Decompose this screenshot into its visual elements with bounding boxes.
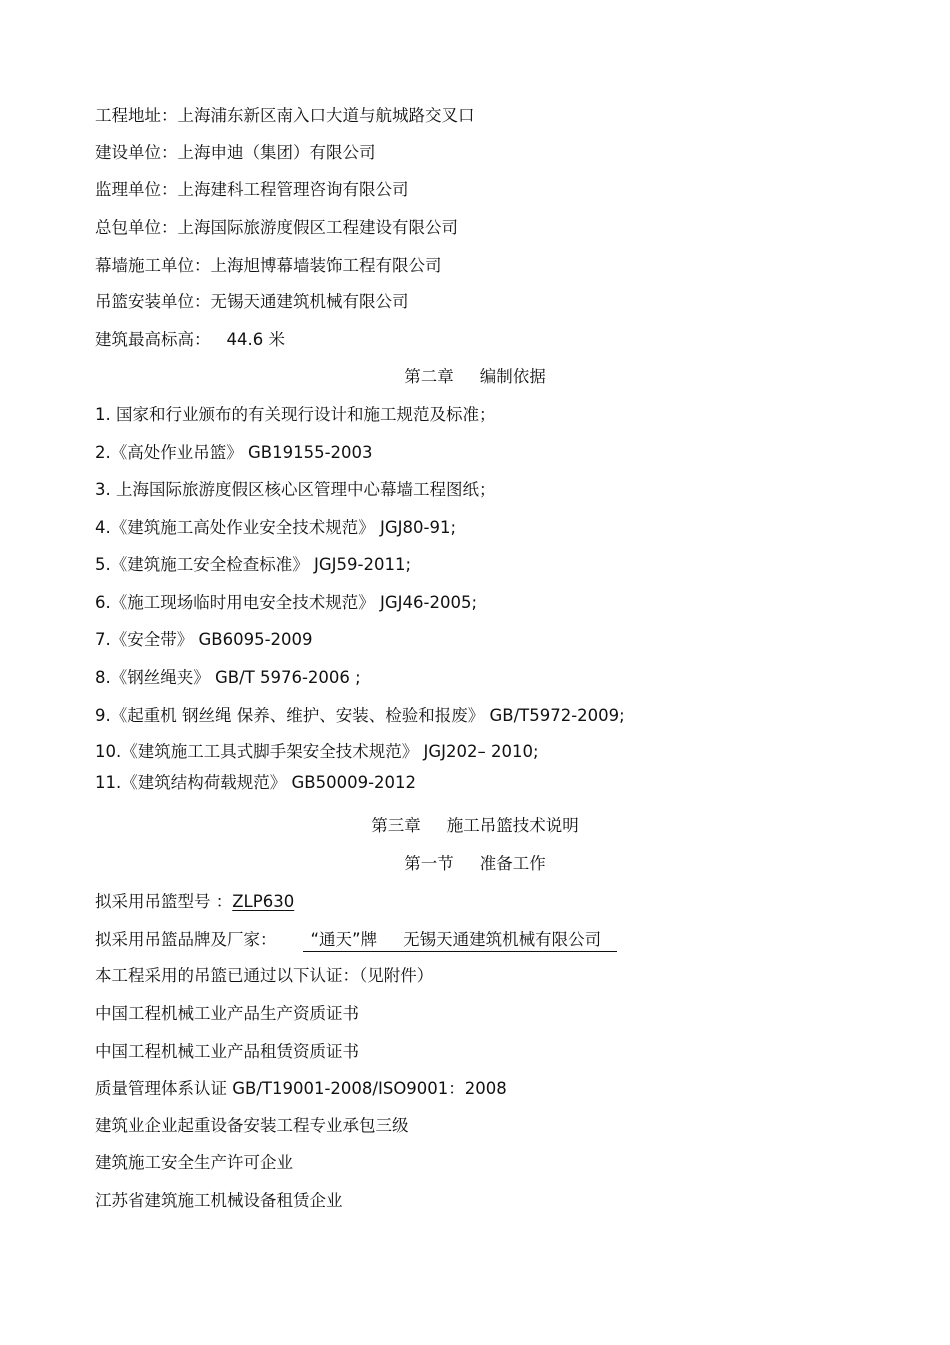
model-label: 拟采用吊篮型号 ： — [95, 892, 233, 911]
cert-item: 中国工程机械工业产品生产资质证书 — [95, 1004, 359, 1023]
field-value: 上海国际旅游度假区工程建设有限公司 — [177, 218, 458, 237]
basis-item: 2.《高处作业吊篮》 GB19155-2003 — [95, 443, 373, 462]
brand-underline-block — [303, 929, 618, 952]
basis-item: 6.《施工现场临时用电安全技术规范》 JGJ46-2005; — [95, 593, 478, 612]
chapter-2-heading — [0, 365, 950, 389]
basis-item: 11.《建筑结构荷载规范》 GB50009-2012 — [95, 773, 417, 792]
basis-item: 8.《钢丝绳夹》 GB/T 5976-2006 ; — [95, 668, 361, 687]
field-value: 上海申迪（集团）有限公司 — [177, 143, 376, 162]
cert-item: 中国工程机械工业产品租赁资质证书 — [95, 1042, 359, 1061]
chapter-number: 第二章 — [404, 367, 454, 386]
cert-item: 建筑施工安全生产许可企业 — [95, 1153, 293, 1172]
field-value: 44.6 米 — [226, 330, 285, 349]
cert-item: 质量管理体系认证 GB∕T19001-2008/ISO9001：2008 — [95, 1079, 507, 1098]
basis-item: 9.《起重机 钢丝绳 保养、维护、安装、检验和报废》 GB/T5972-2009; — [95, 706, 625, 725]
max-elevation-line — [95, 328, 285, 352]
basis-item: 1. 国家和行业颁布的有关现行设计和施工规范及标准； — [95, 405, 496, 424]
field-label: 总包单位： — [95, 218, 178, 237]
field-label: 建筑最高标高： — [95, 330, 211, 349]
certs-intro: 本工程采用的吊篮已通过以下认证：（见附件） — [95, 966, 434, 985]
installer-line — [95, 290, 409, 314]
field-label: 监理单位： — [95, 180, 178, 199]
chapter-title: 施工吊篮技术说明 — [446, 816, 579, 835]
cert-item: 建筑业企业起重设备安装工程专业承包三级 — [95, 1116, 409, 1135]
basis-item: 10.《建筑施工工具式脚手架安全技术规范》 JGJ202– 2010; — [95, 742, 539, 761]
field-label: 工程地址： — [95, 106, 178, 125]
project-address-line — [95, 104, 475, 128]
brand-company: 无锡天通建筑机械有限公司 — [403, 930, 602, 949]
section-1-heading — [0, 852, 950, 876]
brand-label: 拟采用吊篮品牌及厂家： — [95, 930, 277, 949]
field-label: 幕墙施工单位： — [95, 256, 211, 275]
basis-item: 5.《建筑施工安全检查标准》 JGJ59-2011; — [95, 555, 412, 574]
brand-line — [95, 928, 617, 952]
section-title: 准备工作 — [479, 854, 546, 873]
field-label: 吊篮安装单位： — [95, 292, 211, 311]
field-value: 上海建科工程管理咨询有限公司 — [177, 180, 409, 199]
basis-item: 4.《建筑施工高处作业安全技术规范》 JGJ80-91; — [95, 518, 457, 537]
field-value: 无锡天通建筑机械有限公司 — [210, 292, 409, 311]
brand-name: “通天”牌 — [310, 930, 378, 949]
curtain-wall-line — [95, 254, 442, 278]
chapter-title: 编制依据 — [479, 367, 546, 386]
field-label: 建设单位： — [95, 143, 178, 162]
owner-line — [95, 141, 376, 165]
basis-item: 7.《安全带》 GB6095-2009 — [95, 630, 313, 649]
contractor-line — [95, 216, 458, 240]
field-value: 上海旭博幕墙装饰工程有限公司 — [210, 256, 442, 275]
chapter-3-heading — [0, 814, 950, 838]
chapter-number: 第三章 — [371, 816, 421, 835]
model-line — [95, 890, 294, 914]
section-number: 第一节 — [404, 854, 454, 873]
field-value: 上海浦东新区南入口大道与航城路交叉口 — [177, 106, 475, 125]
supervisor-line — [95, 178, 409, 202]
basis-item: 3. 上海国际旅游度假区核心区管理中心幕墙工程图纸； — [95, 480, 496, 499]
cert-item: 江苏省建筑施工机械设备租赁企业 — [95, 1191, 343, 1210]
model-value: ZLP630 — [232, 892, 295, 911]
